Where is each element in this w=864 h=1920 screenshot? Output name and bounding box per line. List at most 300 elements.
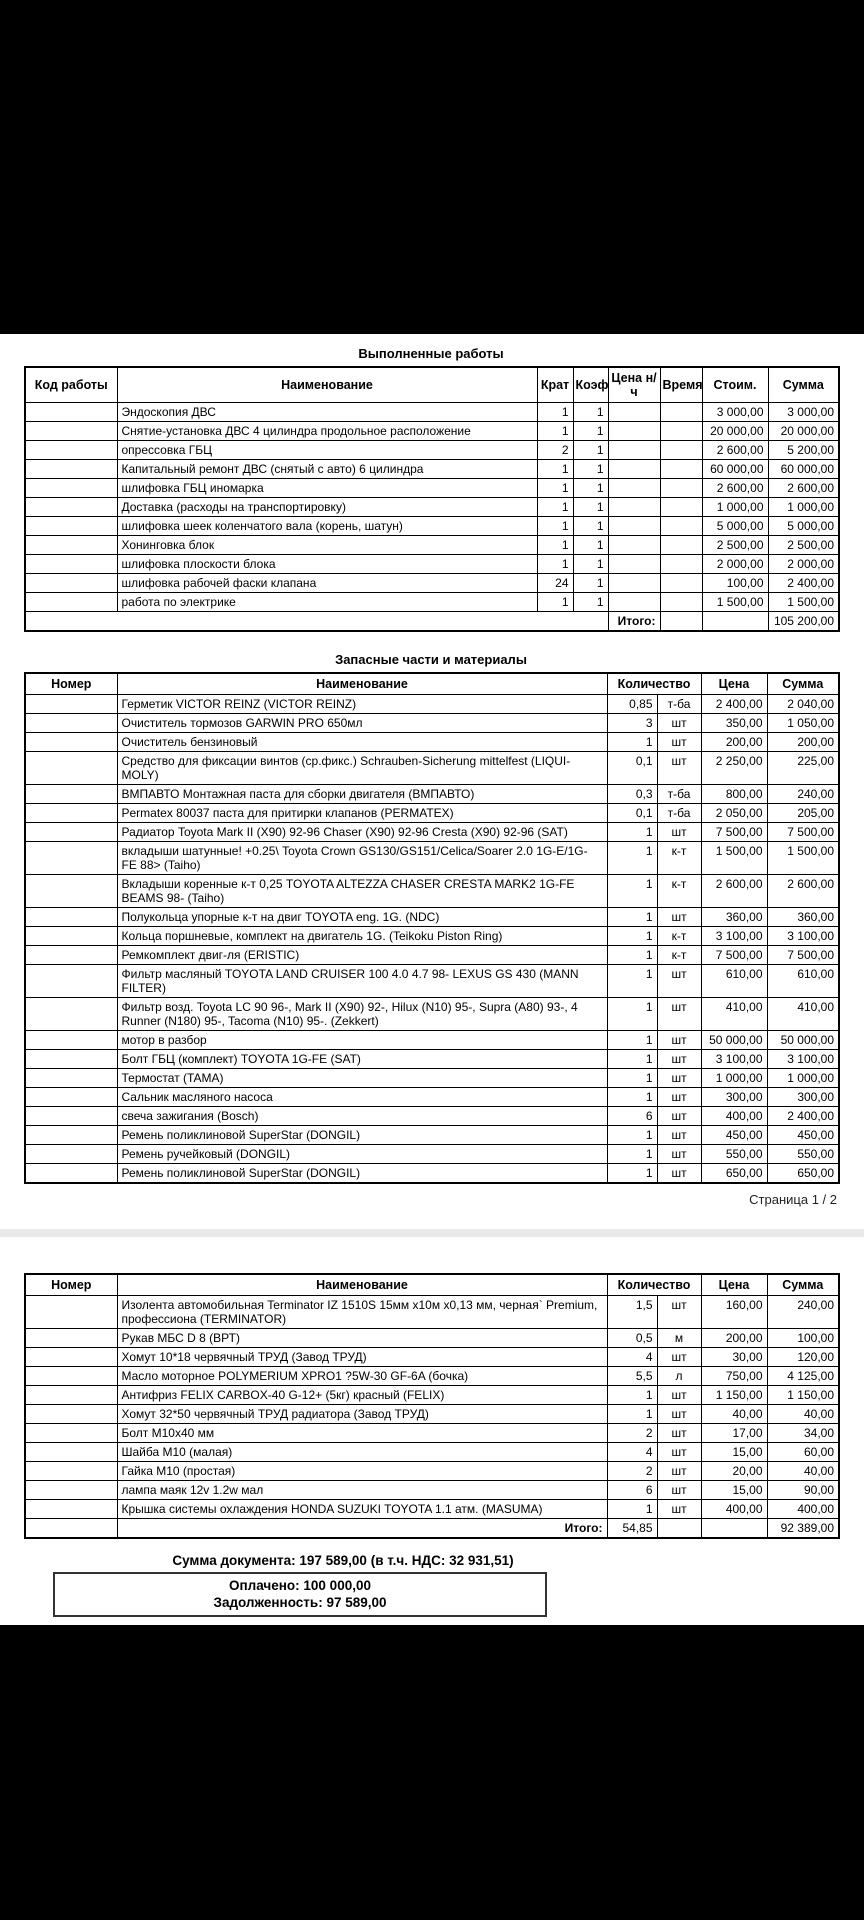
- cell-qty: 1: [607, 1500, 657, 1519]
- cell-cost: 60 000,00: [702, 460, 768, 479]
- cell-name: Полукольца упорные к-т на двиг TOYOTA eng. 1G. (NDC): [117, 908, 607, 927]
- table-row: [25, 1164, 839, 1184]
- table-row: [25, 1462, 839, 1481]
- column-header: Наименование: [117, 1274, 607, 1296]
- cell-name: Кольца поршневые, комплект на двигатель 1G. (Teikoku Piston Ring): [117, 927, 607, 946]
- cell-price_nh: [608, 555, 660, 574]
- table-row: [25, 804, 839, 823]
- cell-num: [25, 927, 117, 946]
- cell-name: Гайка М10 (простая): [117, 1462, 607, 1481]
- cell-sum: 650,00: [767, 1164, 839, 1184]
- cell-sum: 1 000,00: [767, 1069, 839, 1088]
- cell-price: 610,00: [701, 965, 767, 998]
- table-row: [25, 403, 839, 422]
- cell-name: Рукав МБС D 8 (ВРТ): [117, 1329, 607, 1348]
- cell-unit: шт: [657, 1500, 701, 1519]
- column-header: Крат: [537, 367, 573, 403]
- cell-time: [660, 498, 702, 517]
- cell-koef: 1: [573, 403, 608, 422]
- cell-unit: шт: [657, 908, 701, 927]
- cell-name: Болт М10х40 мм: [117, 1424, 607, 1443]
- cell-sum: 1 500,00: [768, 593, 839, 612]
- table-row: [25, 1145, 839, 1164]
- cell-name: Болт ГБЦ (комплект) TOYOTA 1G-FE (SAT): [117, 1050, 607, 1069]
- cell-sum: 40,00: [767, 1405, 839, 1424]
- cell-krat: 1: [537, 517, 573, 536]
- cell-sum: 34,00: [767, 1424, 839, 1443]
- cell-koef: 1: [573, 517, 608, 536]
- cell-name: работа по электрике: [117, 593, 537, 612]
- cell-qty: 1: [607, 842, 657, 875]
- cell-qty: 5,5: [607, 1367, 657, 1386]
- cell-name: свеча зажигания (Bosch): [117, 1107, 607, 1126]
- cell-cost: 2 600,00: [702, 479, 768, 498]
- parts-table-page2: [24, 1273, 840, 1539]
- cell-koef: 1: [573, 593, 608, 612]
- cell-unit: к-т: [657, 946, 701, 965]
- table-row: [25, 1031, 839, 1050]
- cell-koef: 1: [573, 460, 608, 479]
- cell-name: Вкладыши коренные к-т 0,25 TOYOTA ALTEZZA CHASER CRESTA MARK2 1G-FE BEAMS 98- (Taiho): [117, 875, 607, 908]
- cell-price: 400,00: [701, 1500, 767, 1519]
- cell-price: 200,00: [701, 733, 767, 752]
- table-row: [25, 785, 839, 804]
- table-row: [25, 965, 839, 998]
- cell-code: [25, 479, 117, 498]
- cell-unit: шт: [657, 1145, 701, 1164]
- cell-unit: шт: [657, 1107, 701, 1126]
- parts-table: [24, 672, 840, 1184]
- works-table: [24, 366, 840, 632]
- table-row: [25, 479, 839, 498]
- cell-num: [25, 842, 117, 875]
- cell-sum: 5 200,00: [768, 441, 839, 460]
- cell-code: [25, 422, 117, 441]
- cell-name: Изолента автомобильная Terminator IZ 1510S 15мм х10м х0,13 мм, черная` Premium, профессиона (TERMINATOR): [117, 1296, 607, 1329]
- cell-price: 750,00: [701, 1367, 767, 1386]
- cell-sum: 1 150,00: [767, 1386, 839, 1405]
- cell-price: 2 250,00: [701, 752, 767, 785]
- cell-price: 200,00: [701, 1329, 767, 1348]
- cell-sum: 3 000,00: [768, 403, 839, 422]
- cell-name: Хонинговка блок: [117, 536, 537, 555]
- cell-sum: 7 500,00: [767, 823, 839, 842]
- cell-price: 410,00: [701, 998, 767, 1031]
- cell-qty: 1: [607, 946, 657, 965]
- cell-unit: шт: [657, 1462, 701, 1481]
- cell-time: [660, 536, 702, 555]
- cell-name: Антифриз FELIX CARBOX-40 G-12+ (5кг) красный (FELIX): [117, 1386, 607, 1405]
- column-header: Коэф: [573, 367, 608, 403]
- cell-krat: 1: [537, 536, 573, 555]
- table-row: [25, 1296, 839, 1329]
- cell-num: [25, 965, 117, 998]
- cell-num: [25, 998, 117, 1031]
- cell-qty: 0,85: [607, 695, 657, 714]
- page-2-section: [0, 1273, 864, 1617]
- cell-num: [25, 1088, 117, 1107]
- cell-price: 350,00: [701, 714, 767, 733]
- cell-cost: 2 000,00: [702, 555, 768, 574]
- cell-unit: шт: [657, 1069, 701, 1088]
- table-row: [25, 842, 839, 875]
- cell-num: [25, 1348, 117, 1367]
- cell-koef: 1: [573, 422, 608, 441]
- cell-sum: 7 500,00: [767, 946, 839, 965]
- cell-price_nh: [608, 498, 660, 517]
- cell-name: Термостат (TAMA): [117, 1069, 607, 1088]
- cell-unit: м: [657, 1329, 701, 1348]
- cell-price: 40,00: [701, 1405, 767, 1424]
- cell-cost: 1 000,00: [702, 498, 768, 517]
- cell-empty: [702, 612, 768, 632]
- cell-price: 7 500,00: [701, 823, 767, 842]
- document-page: [0, 334, 864, 1625]
- cell-num: [25, 714, 117, 733]
- cell-sum: 550,00: [767, 1145, 839, 1164]
- cell-time: [660, 593, 702, 612]
- cell-sum: 240,00: [767, 785, 839, 804]
- cell-price_nh: [608, 536, 660, 555]
- cell-name: ВМПАВТО Монтажная паста для сборки двигателя (ВМПАВТО): [117, 785, 607, 804]
- cell-price_nh: [608, 593, 660, 612]
- table-row: [25, 875, 839, 908]
- cell-name: Хомут 10*18 червячный ТРУД (Завод ТРУД): [117, 1348, 607, 1367]
- cell-empty: [657, 1519, 701, 1539]
- cell-name: Сальник масляного насоса: [117, 1088, 607, 1107]
- table-row: [25, 422, 839, 441]
- cell-name: вкладыши шатунные! +0.25\ Toyota Crown GS130/GS151/Celica/Soarer 2.0 1G-E/1G-FE 88> (Taiho): [117, 842, 607, 875]
- cell-time: [660, 555, 702, 574]
- cell-price_nh: [608, 403, 660, 422]
- table-row: [25, 555, 839, 574]
- cell-qty: 1: [607, 965, 657, 998]
- table-row: [25, 908, 839, 927]
- column-header: Цена н/ч: [608, 367, 660, 403]
- cell-num: [25, 1296, 117, 1329]
- cell-koef: 1: [573, 441, 608, 460]
- cell-price: 360,00: [701, 908, 767, 927]
- cell-qty: 1,5: [607, 1296, 657, 1329]
- table-row: [25, 1500, 839, 1519]
- table-row: [25, 1424, 839, 1443]
- cell-empty: [660, 612, 702, 632]
- cell-code: [25, 536, 117, 555]
- cell-unit: к-т: [657, 927, 701, 946]
- parts2-total-row: [25, 1519, 839, 1539]
- cell-sum: 40,00: [767, 1462, 839, 1481]
- cell-price: 800,00: [701, 785, 767, 804]
- cell-price: 450,00: [701, 1126, 767, 1145]
- cell-price: 17,00: [701, 1424, 767, 1443]
- cell-koef: 1: [573, 555, 608, 574]
- cell-name: Крышка системы охлаждения HONDA SUZUKI TOYOTA 1.1 атм. (MASUMA): [117, 1500, 607, 1519]
- table-row: [25, 441, 839, 460]
- table-row: [25, 1107, 839, 1126]
- works-header-row: [25, 367, 839, 403]
- column-header: Количество: [607, 673, 701, 695]
- cell-krat: 1: [537, 479, 573, 498]
- cell-krat: 1: [537, 460, 573, 479]
- column-header: Номер: [25, 1274, 117, 1296]
- cell-qty: 1: [607, 908, 657, 927]
- cell-num: [25, 1367, 117, 1386]
- page-number-label: Страница 1 / 2: [749, 1192, 837, 1207]
- cell-unit: шт: [657, 1050, 701, 1069]
- cell-name: лампа маяк 12v 1.2w мал: [117, 1481, 607, 1500]
- cell-sum: 3 100,00: [767, 927, 839, 946]
- cell-time: [660, 574, 702, 593]
- cell-price: 2 600,00: [701, 875, 767, 908]
- table-row: [25, 1126, 839, 1145]
- cell-name: Очиститель тормозов GARWIN PRO 650мл: [117, 714, 607, 733]
- cell-qty: 1: [607, 1088, 657, 1107]
- cell-code: [25, 460, 117, 479]
- cell-num: [25, 785, 117, 804]
- cell-name: Шайба М10 (малая): [117, 1443, 607, 1462]
- cell-num: [25, 946, 117, 965]
- works-total-label: Итого:: [608, 612, 660, 632]
- cell-qty: 1: [607, 733, 657, 752]
- cell-qty: 3: [607, 714, 657, 733]
- cell-num: [25, 1126, 117, 1145]
- cell-cost: 2 500,00: [702, 536, 768, 555]
- cell-price_nh: [608, 460, 660, 479]
- cell-sum: 50 000,00: [767, 1031, 839, 1050]
- table-row: [25, 714, 839, 733]
- table-row: [25, 1443, 839, 1462]
- cell-num: [25, 1405, 117, 1424]
- table-row: [25, 752, 839, 785]
- cell-qty: 1: [607, 998, 657, 1031]
- cell-num: [25, 733, 117, 752]
- cell-num: [25, 1329, 117, 1348]
- cell-time: [660, 479, 702, 498]
- table-row: [25, 998, 839, 1031]
- cell-empty: [25, 1519, 117, 1539]
- cell-qty: 6: [607, 1107, 657, 1126]
- cell-cost: 1 500,00: [702, 593, 768, 612]
- cell-price_nh: [608, 574, 660, 593]
- works-table-title: Выполненные работы: [358, 346, 504, 361]
- cell-unit: к-т: [657, 875, 701, 908]
- table-row: [25, 1481, 839, 1500]
- cell-qty: 0,1: [607, 804, 657, 823]
- table-row: [25, 1348, 839, 1367]
- cell-sum: 2 000,00: [768, 555, 839, 574]
- cell-name: Капитальный ремонт ДВС (снятый с авто) 6 цилиндра: [117, 460, 537, 479]
- column-header: Стоим.: [702, 367, 768, 403]
- cell-price: 160,00: [701, 1296, 767, 1329]
- cell-unit: шт: [657, 1443, 701, 1462]
- cell-sum: 205,00: [767, 804, 839, 823]
- cell-num: [25, 1164, 117, 1184]
- table-row: [25, 460, 839, 479]
- cell-price_nh: [608, 441, 660, 460]
- payment-box: [53, 1572, 547, 1617]
- column-header: Номер: [25, 673, 117, 695]
- cell-qty: 4: [607, 1443, 657, 1462]
- cell-unit: л: [657, 1367, 701, 1386]
- cell-unit: шт: [657, 965, 701, 998]
- cell-name: Ремень ручейковый (DONGIL): [117, 1145, 607, 1164]
- cell-unit: шт: [657, 733, 701, 752]
- cell-unit: шт: [657, 1031, 701, 1050]
- table-row: [25, 823, 839, 842]
- table-row: [25, 498, 839, 517]
- cell-num: [25, 1031, 117, 1050]
- cell-sum: 90,00: [767, 1481, 839, 1500]
- works-total-sum: 105 200,00: [768, 612, 839, 632]
- cell-krat: 1: [537, 403, 573, 422]
- cell-qty: 1: [607, 1050, 657, 1069]
- cell-num: [25, 875, 117, 908]
- cell-sum: 400,00: [767, 1500, 839, 1519]
- cell-code: [25, 555, 117, 574]
- cell-qty: 0,1: [607, 752, 657, 785]
- cell-sum: 5 000,00: [768, 517, 839, 536]
- cell-price: 7 500,00: [701, 946, 767, 965]
- cell-qty: 4: [607, 1348, 657, 1367]
- cell-name: Масло моторное POLYMERIUM XPRO1 ?5W-30 GF-6A (бочка): [117, 1367, 607, 1386]
- table-row: [25, 1088, 839, 1107]
- cell-unit: т-ба: [657, 804, 701, 823]
- cell-sum: 225,00: [767, 752, 839, 785]
- cell-name: Очиститель бензиновый: [117, 733, 607, 752]
- cell-name: шлифовка ГБЦ иномарка: [117, 479, 537, 498]
- table-row: [25, 574, 839, 593]
- cell-cost: 5 000,00: [702, 517, 768, 536]
- cell-cost: 2 600,00: [702, 441, 768, 460]
- parts2-total-label: Итого:: [117, 1519, 607, 1539]
- parts2-header-row: [25, 1274, 839, 1296]
- parts-table-title: Запасные части и материалы: [335, 652, 527, 667]
- cell-qty: 1: [607, 1126, 657, 1145]
- cell-sum: 3 100,00: [767, 1050, 839, 1069]
- cell-code: [25, 441, 117, 460]
- cell-unit: шт: [657, 1348, 701, 1367]
- table-row: [25, 1405, 839, 1424]
- cell-unit: шт: [657, 1405, 701, 1424]
- cell-code: [25, 593, 117, 612]
- column-header: Сумма: [768, 367, 839, 403]
- cell-sum: 2 400,00: [768, 574, 839, 593]
- cell-name: Ремень поликлиновой SuperStar (DONGIL): [117, 1126, 607, 1145]
- cell-price: 20,00: [701, 1462, 767, 1481]
- cell-name: Радиатор Toyota Mark II (X90) 92-96 Chaser (X90) 92-96 Cresta (X90) 92-96 (SAT): [117, 823, 607, 842]
- cell-sum: 4 125,00: [767, 1367, 839, 1386]
- cell-price: 3 100,00: [701, 927, 767, 946]
- cell-price: 1 500,00: [701, 842, 767, 875]
- cell-code: [25, 517, 117, 536]
- cell-price: 300,00: [701, 1088, 767, 1107]
- parts2-total-qty: 54,85: [607, 1519, 657, 1539]
- cell-krat: 1: [537, 593, 573, 612]
- cell-num: [25, 1443, 117, 1462]
- cell-price: 1 000,00: [701, 1069, 767, 1088]
- table-row: [25, 733, 839, 752]
- cell-qty: 1: [607, 1069, 657, 1088]
- cell-qty: 1: [607, 927, 657, 946]
- cell-krat: 1: [537, 422, 573, 441]
- column-header: Сумма: [767, 673, 839, 695]
- cell-num: [25, 752, 117, 785]
- cell-krat: 24: [537, 574, 573, 593]
- column-header: Сумма: [767, 1274, 839, 1296]
- cell-sum: 1 050,00: [767, 714, 839, 733]
- cell-name: Permatex 80037 паста для притирки клапанов (PERMATEX): [117, 804, 607, 823]
- cell-unit: шт: [657, 1424, 701, 1443]
- cell-unit: шт: [657, 1296, 701, 1329]
- cell-sum: 240,00: [767, 1296, 839, 1329]
- cell-qty: 1: [607, 1031, 657, 1050]
- cell-krat: 2: [537, 441, 573, 460]
- cell-num: [25, 804, 117, 823]
- cell-qty: 1: [607, 1386, 657, 1405]
- cell-krat: 1: [537, 555, 573, 574]
- cell-num: [25, 908, 117, 927]
- cell-name: Доставка (расходы на транспортировку): [117, 498, 537, 517]
- cell-code: [25, 498, 117, 517]
- table-row: [25, 695, 839, 714]
- parts2-total-sum: 92 389,00: [767, 1519, 839, 1539]
- cell-qty: 1: [607, 823, 657, 842]
- cell-sum: 200,00: [767, 733, 839, 752]
- cell-num: [25, 1424, 117, 1443]
- cell-sum: 610,00: [767, 965, 839, 998]
- document-total-line: Сумма документа: 197 589,00 (в т.ч. НДС: 32 931,51): [172, 1553, 514, 1568]
- cell-name: Снятие-установка ДВС 4 цилиндра продольное расположение: [117, 422, 537, 441]
- cell-sum: 2 600,00: [768, 479, 839, 498]
- cell-qty: 2: [607, 1462, 657, 1481]
- table-row: [25, 946, 839, 965]
- page-break-separator: [0, 1229, 864, 1237]
- table-row: [25, 593, 839, 612]
- cell-qty: 1: [607, 1164, 657, 1184]
- cell-price: 2 050,00: [701, 804, 767, 823]
- column-header: Цена: [701, 1274, 767, 1296]
- table-row: [25, 1329, 839, 1348]
- cell-name: шлифовка шеек коленчатого вала (корень, шатун): [117, 517, 537, 536]
- cell-price_nh: [608, 422, 660, 441]
- cell-koef: 1: [573, 574, 608, 593]
- cell-cost: 100,00: [702, 574, 768, 593]
- cell-sum: 410,00: [767, 998, 839, 1031]
- cell-price: 15,00: [701, 1481, 767, 1500]
- paid-line: Оплачено: 100 000,00: [229, 1578, 371, 1593]
- cell-empty: [701, 1519, 767, 1539]
- cell-koef: 1: [573, 498, 608, 517]
- cell-num: [25, 1069, 117, 1088]
- cell-unit: т-ба: [657, 785, 701, 804]
- cell-empty: [25, 612, 608, 632]
- table-row: [25, 1050, 839, 1069]
- cell-name: Ремкомплект двиг-ля (ERISTIC): [117, 946, 607, 965]
- cell-name: Хомут 32*50 червячный ТРУД радиатора (Завод ТРУД): [117, 1405, 607, 1424]
- cell-name: Средство для фиксации винтов (ср.фикс.) Schrauben-Sicherung mittelfest (LIQUI-MOLY): [117, 752, 607, 785]
- cell-name: Фильтр возд. Toyota LC 90 96-, Mark II (X90) 92-, Hilux (N10) 95-, Supra (A80) 93-, 4 Runner (N180) 95-, Tacoma (N10) 95-. (Zekkert): [117, 998, 607, 1031]
- cell-unit: шт: [657, 752, 701, 785]
- column-header: Цена: [701, 673, 767, 695]
- table-row: [25, 927, 839, 946]
- cell-num: [25, 1386, 117, 1405]
- cell-unit: т-ба: [657, 695, 701, 714]
- cell-sum: 1 500,00: [767, 842, 839, 875]
- debt-line: Задолженность: 97 589,00: [213, 1595, 387, 1610]
- cell-unit: шт: [657, 714, 701, 733]
- cell-name: Герметик VICTOR REINZ (VICTOR REINZ): [117, 695, 607, 714]
- cell-unit: шт: [657, 1386, 701, 1405]
